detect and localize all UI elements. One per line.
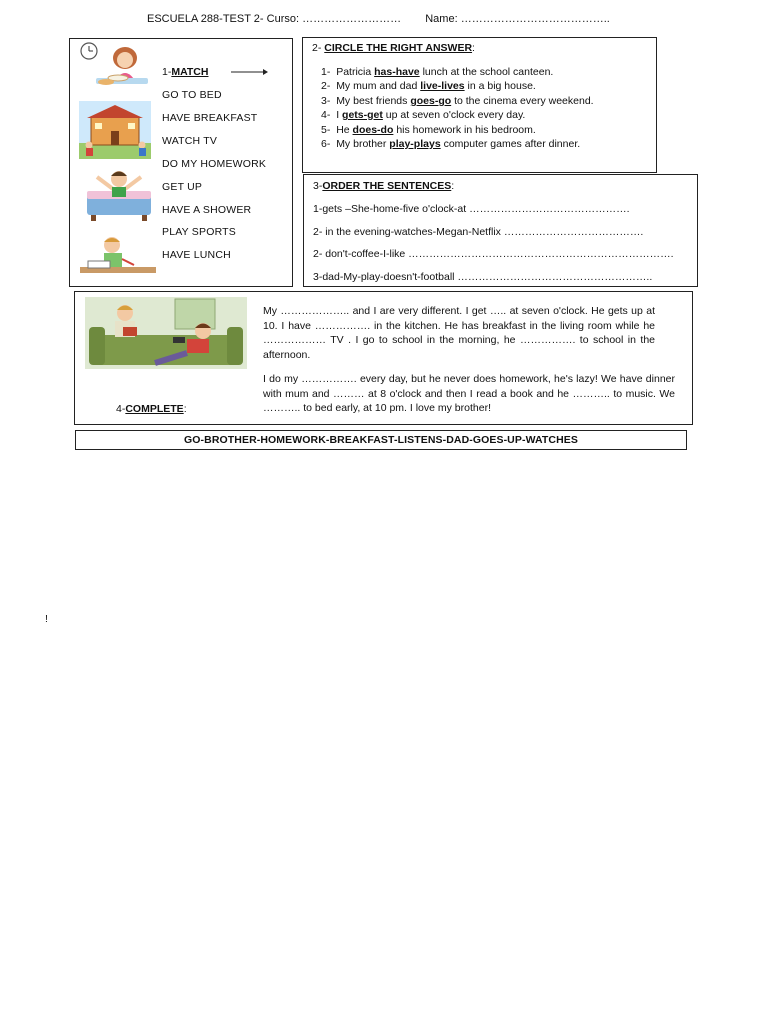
answer-option[interactable]: play-plays [389,138,441,150]
match-item: DO MY HOMEWORK [162,158,267,170]
circle-sentence: 3- My best friends goes-go to the cinema every weekend. [321,95,594,107]
match-item: WATCH TV [162,135,218,147]
match-section [69,38,293,287]
match-arrow-icon [231,67,269,77]
match-item: PLAY SPORTS [162,226,236,238]
complete-paragraph-1: My ……………….. and I are very different. I get ….. at seven o'clock. He gets up at 10. I have ……………. in the kitchen. He has breakfast in the living room while he ……………… TV . I go to school in the morning, he ……………. to school in the afternoon. [263,305,655,361]
order-sentence: 3-dad-My-play-doesn't-football ……………………………………………….. [313,271,653,283]
circle-sentence: 5- He does-do his homework in his bedroom. [321,124,536,136]
stray-exclamation-mark: ! [45,613,48,625]
answer-option[interactable]: live-lives [420,80,465,92]
match-item: HAVE LUNCH [162,249,231,261]
school-children-illustration [79,101,151,159]
curso-blank: ……………………… [302,13,402,25]
answer-option[interactable]: gets-get [342,109,383,121]
complete-paragraph-2: I do my ……………. every day, but he never does homework, he's lazy! We have dinner with mum and ……… at 8 o'clock and then I read a book and he ……….. to music. We ……….. to bed early, at 10 pm. I love my brother! [263,373,675,415]
complete-section [74,291,693,425]
order-sentences-section [303,174,698,287]
word-bank [75,430,687,450]
worksheet-header [147,13,610,25]
order-sentence: 2- don't-coffee-I-like …………………………………………………………………. [313,248,674,260]
match-item: HAVE BREAKFAST [162,112,258,124]
match-item: GET UP [162,181,203,193]
boy-waking-up-in-bed-illustration [83,167,155,223]
circle-sentence: 6- My brother play-plays computer games after dinner. [321,138,581,150]
brothers-on-sofa-illustration [85,297,247,369]
circle-title: 2- CIRCLE THE RIGHT ANSWER: [312,42,475,54]
word-bank-text: GO-BROTHER-HOMEWORK-BREAKFAST-LISTENS-DAD-GOES-UP-WATCHES [184,434,578,446]
complete-title: 4-COMPLETE: [116,403,187,415]
circle-sentence: 2- My mum and dad live-lives in a big house. [321,80,536,92]
boy-doing-homework-illustration [78,233,158,281]
name-label: Name: [425,13,458,25]
order-title: 3-ORDER THE SENTENCES: [313,180,455,192]
order-sentence: 1-gets –She-home-five o'clock-at ………………………………………. [313,203,630,215]
answer-option[interactable]: has-have [374,66,420,78]
curso-label: Curso: [266,13,300,25]
circle-sentence: 1- Patricia has-have lunch at the school canteen. [321,66,554,78]
match-item: HAVE A SHOWER [162,204,252,216]
circle-sentence: 4- I gets-get up at seven o'clock every day. [321,109,526,121]
answer-option[interactable]: goes-go [410,95,452,107]
circle-answer-section [302,37,657,173]
answer-option[interactable]: does-do [352,124,394,136]
school-name: ESCUELA 288-TEST 2- [147,13,264,25]
order-sentence: 2- in the evening-watches-Megan-Netflix …………………………………. [313,226,644,238]
girl-eating-breakfast-illustration [78,42,150,94]
match-title: 1-MATCH [162,66,209,78]
name-blank: ………………………………….. [460,13,610,25]
match-item: GO TO BED [162,89,222,101]
